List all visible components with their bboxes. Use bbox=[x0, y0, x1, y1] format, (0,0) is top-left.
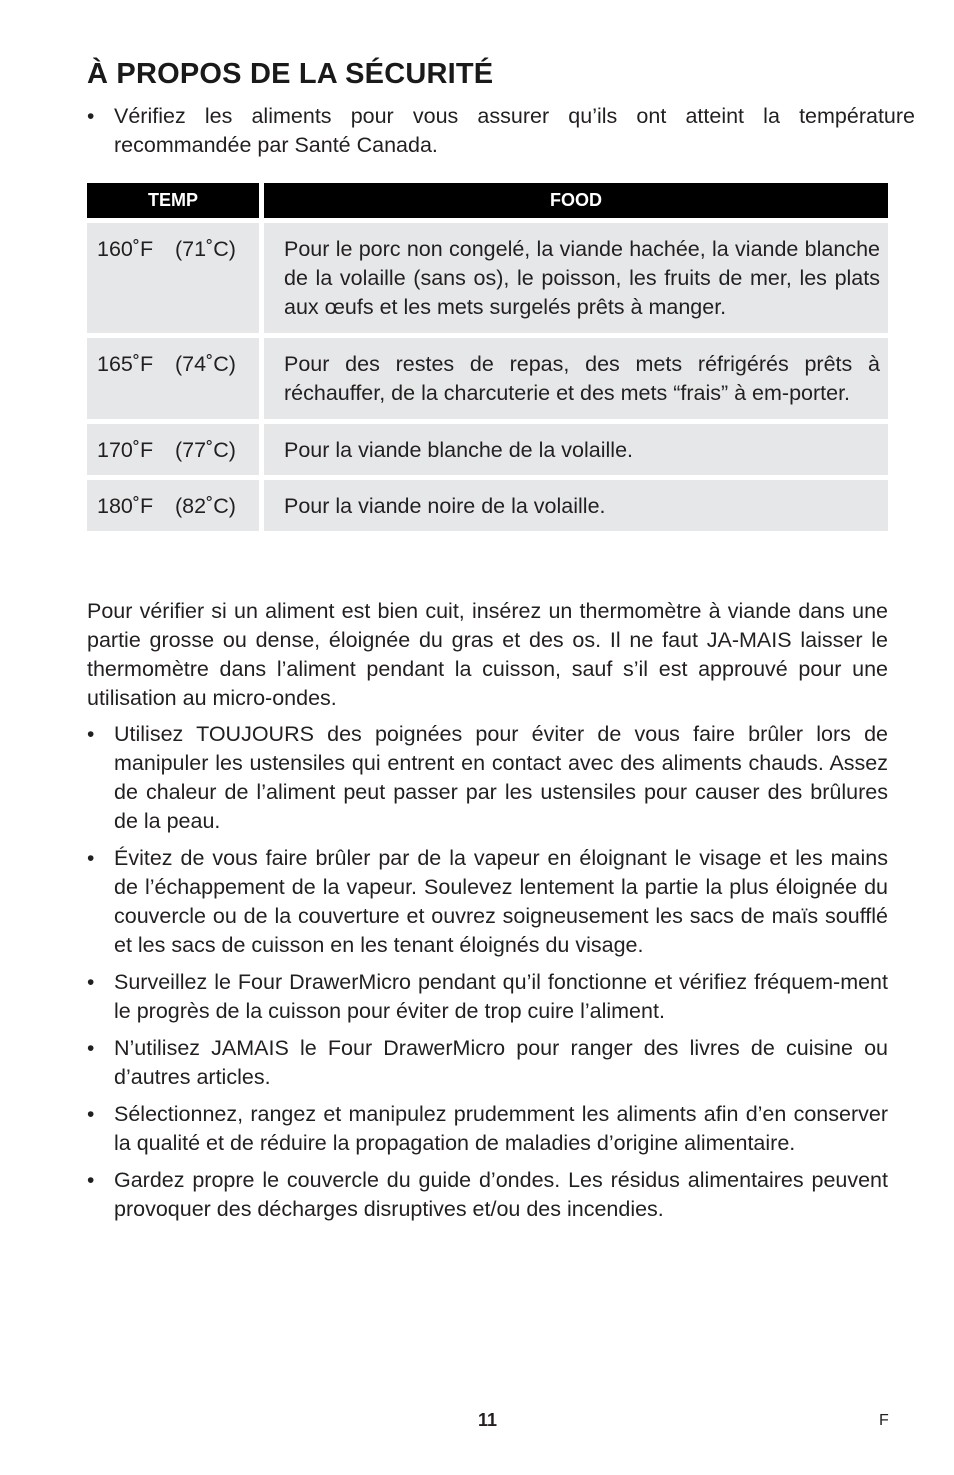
list-item: • N’utilisez JAMAIS le Four DrawerMicro pour ranger des livres de cuisine ou d’autres articles. bbox=[87, 1034, 888, 1092]
temperature-table bbox=[87, 183, 888, 531]
header-food: FOOD bbox=[264, 183, 888, 218]
table-row bbox=[87, 333, 888, 419]
temp-c: (71˚C) bbox=[175, 237, 236, 261]
list-item: • Surveillez le Four DrawerMicro pendant qu’il fonctionne et vérifiez fréquem-ment le progrès de la cuisson pour éviter de trop cuire l’aliment. bbox=[87, 968, 888, 1026]
table-header-row bbox=[87, 183, 888, 218]
food-cell: Pour des restes de repas, des mets réfrigérés prêts à réchauffer, de la charcuterie et des mets “frais” à em-porter. bbox=[264, 333, 888, 419]
list-item: • Évitez de vous faire brûler par de la vapeur en éloignant le visage et les mains de l’échappement de la vapeur. Soulevez lentement la partie la plus éloignée du couvercle ou de la couverture et ouvrez soigneusement les sacs de maïs soufflé et les sacs de cuisson en les tenant éloignés du visage. bbox=[87, 844, 888, 960]
temp-cell bbox=[87, 419, 264, 475]
language-marker: F bbox=[879, 1412, 889, 1429]
temp-cell bbox=[87, 333, 264, 419]
temp-c: (82˚C) bbox=[175, 494, 236, 518]
intro-bullet: • Vérifiez les aliments pour vous assurer qu’ils ont atteint la température recommandée par Santé Canada. bbox=[87, 102, 915, 160]
temp-f: 160˚F bbox=[97, 237, 154, 261]
food-cell: Pour la viande blanche de la volaille. bbox=[264, 419, 888, 475]
temp-cell bbox=[87, 218, 264, 333]
temp-c: (74˚C) bbox=[175, 352, 236, 376]
food-cell: Pour le porc non congelé, la viande hachée, la viande blanche de la volaille (sans os), le poisson, les fruits de mer, les plats aux œufs et les mets surgelés prêts à manger. bbox=[264, 218, 888, 333]
temp-c: (77˚C) bbox=[175, 438, 236, 462]
page-number: 11 bbox=[477, 1410, 498, 1430]
table-row bbox=[87, 218, 888, 333]
safety-bullet-list bbox=[87, 720, 888, 1232]
page-title: À PROPOS DE LA SÉCURITÉ bbox=[87, 58, 494, 90]
temp-f: 165˚F bbox=[97, 352, 154, 376]
temp-f: 170˚F bbox=[97, 438, 154, 462]
body-paragraph: Pour vérifier si un aliment est bien cuit, insérez un thermomètre à viande dans une partie grosse ou dense, éloignée du gras et des os. Il ne faut JA-MAIS laisser le thermomètre dans l’aliment pendant la cuisson, sauf s’il est approuvé pour une utilisation au micro-ondes. bbox=[87, 599, 888, 710]
temp-f: 180˚F bbox=[97, 494, 154, 518]
header-temp: TEMP bbox=[87, 183, 264, 218]
temp-cell bbox=[87, 475, 264, 531]
list-item: • Gardez propre le couvercle du guide d’ondes. Les résidus alimentaires peuvent provoquer des décharges disruptives et/ou des incendies. bbox=[87, 1166, 888, 1224]
food-cell: Pour la viande noire de la volaille. bbox=[264, 475, 888, 531]
table-row bbox=[87, 475, 888, 531]
list-item: • Utilisez TOUJOURS des poignées pour éviter de vous faire brûler lors de manipuler les ustensiles qui entrent en contact avec des aliments chauds. Assez de chaleur de l’aliment peut passer par les ustensiles pour causer des brûlures de la peau. bbox=[87, 720, 888, 836]
list-item: • Sélectionnez, rangez et manipulez prudemment les aliments afin d’en conserver la qualité et de réduire la propagation de maladies d’origine alimentaire. bbox=[87, 1100, 888, 1158]
table-row bbox=[87, 419, 888, 475]
